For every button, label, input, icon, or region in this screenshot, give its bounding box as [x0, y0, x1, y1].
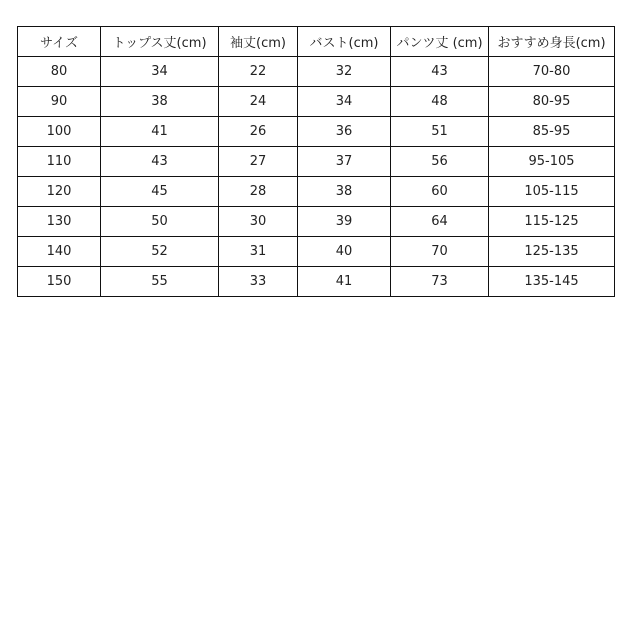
cell-tops-length: 38	[101, 87, 219, 117]
header-sleeve-length: 袖丈(cm)	[219, 27, 298, 57]
header-recommended-height: おすすめ身長(cm)	[489, 27, 615, 57]
cell-tops-length: 41	[101, 117, 219, 147]
cell-sleeve-length: 26	[219, 117, 298, 147]
table-row	[18, 267, 615, 297]
cell-recommended-height: 95-105	[489, 147, 615, 177]
cell-sleeve-length: 24	[219, 87, 298, 117]
cell-bust: 36	[298, 117, 391, 147]
cell-tops-length: 43	[101, 147, 219, 177]
cell-size: 80	[18, 57, 101, 87]
header-row	[18, 27, 615, 57]
cell-sleeve-length: 33	[219, 267, 298, 297]
cell-pants-length: 64	[391, 207, 489, 237]
cell-recommended-height: 105-115	[489, 177, 615, 207]
cell-recommended-height: 80-95	[489, 87, 615, 117]
cell-recommended-height: 135-145	[489, 267, 615, 297]
table-row	[18, 87, 615, 117]
cell-sleeve-length: 30	[219, 207, 298, 237]
cell-tops-length: 55	[101, 267, 219, 297]
cell-size: 100	[18, 117, 101, 147]
table-row	[18, 147, 615, 177]
cell-recommended-height: 125-135	[489, 237, 615, 267]
header-size: サイズ	[18, 27, 101, 57]
cell-recommended-height: 70-80	[489, 57, 615, 87]
cell-tops-length: 45	[101, 177, 219, 207]
cell-size: 110	[18, 147, 101, 177]
cell-pants-length: 73	[391, 267, 489, 297]
cell-sleeve-length: 28	[219, 177, 298, 207]
cell-pants-length: 70	[391, 237, 489, 267]
cell-size: 130	[18, 207, 101, 237]
cell-pants-length: 60	[391, 177, 489, 207]
size-chart-table	[17, 26, 615, 297]
table-row	[18, 57, 615, 87]
header-tops-length: トップス丈(cm)	[101, 27, 219, 57]
cell-bust: 40	[298, 237, 391, 267]
table-row	[18, 237, 615, 267]
cell-sleeve-length: 22	[219, 57, 298, 87]
cell-bust: 32	[298, 57, 391, 87]
cell-size: 90	[18, 87, 101, 117]
table-header	[18, 27, 615, 57]
cell-bust: 39	[298, 207, 391, 237]
cell-tops-length: 50	[101, 207, 219, 237]
cell-tops-length: 34	[101, 57, 219, 87]
cell-recommended-height: 85-95	[489, 117, 615, 147]
cell-pants-length: 48	[391, 87, 489, 117]
cell-bust: 34	[298, 87, 391, 117]
header-bust: バスト(cm)	[298, 27, 391, 57]
cell-size: 120	[18, 177, 101, 207]
cell-tops-length: 52	[101, 237, 219, 267]
table-row	[18, 207, 615, 237]
cell-size: 150	[18, 267, 101, 297]
cell-bust: 41	[298, 267, 391, 297]
header-pants-length: パンツ丈 (cm)	[391, 27, 489, 57]
cell-pants-length: 56	[391, 147, 489, 177]
cell-pants-length: 51	[391, 117, 489, 147]
cell-sleeve-length: 31	[219, 237, 298, 267]
table-row	[18, 177, 615, 207]
cell-bust: 37	[298, 147, 391, 177]
cell-bust: 38	[298, 177, 391, 207]
cell-pants-length: 43	[391, 57, 489, 87]
table-body	[18, 57, 615, 297]
cell-recommended-height: 115-125	[489, 207, 615, 237]
table-row	[18, 117, 615, 147]
cell-sleeve-length: 27	[219, 147, 298, 177]
cell-size: 140	[18, 237, 101, 267]
